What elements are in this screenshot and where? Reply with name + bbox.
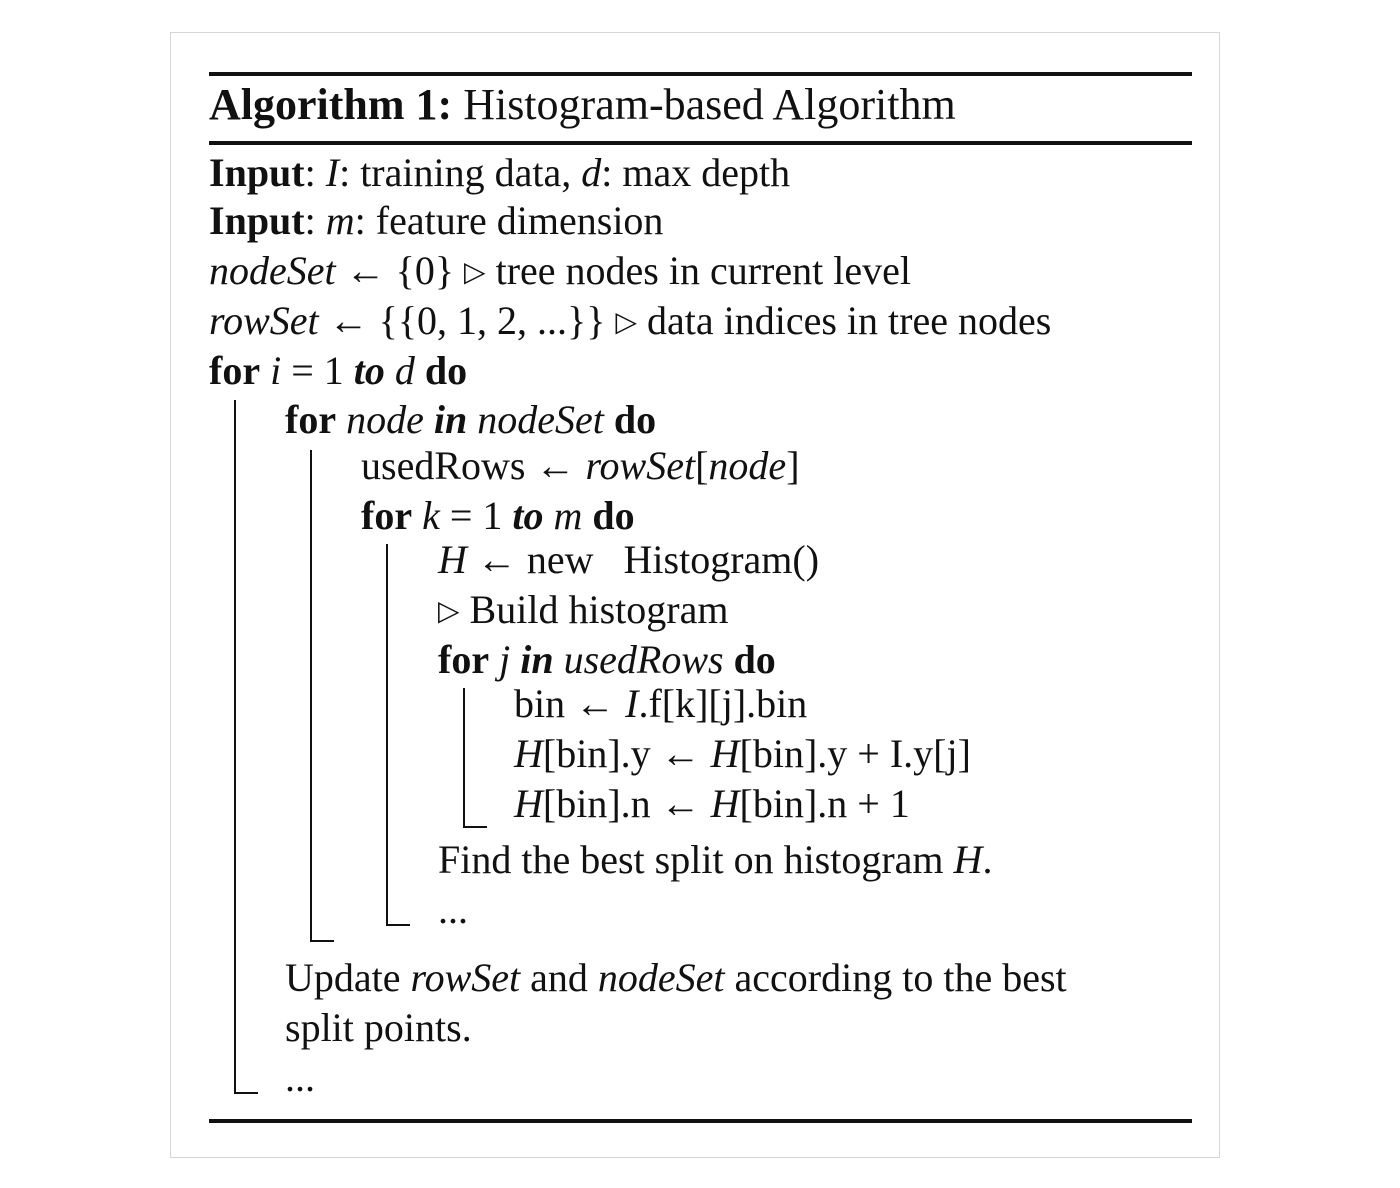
title-rule: [209, 141, 1192, 145]
comment-triangle-icon: ▷: [438, 596, 460, 627]
update-sets-continued: split points.: [285, 1005, 472, 1050]
for-node-block-bar: [310, 450, 312, 942]
top-rule: [209, 72, 1192, 76]
rowset-init: rowSet ← {{0, 1, 2, ...}} ▷ data indices in tree nodes: [209, 298, 1052, 343]
update-sets: Update rowSet and nodeSet according to the best: [285, 955, 1067, 1000]
build-histogram-comment: ▷ Build histogram: [438, 587, 729, 632]
for-node-loop: for node in nodeSet do: [285, 397, 657, 442]
bin-assign: bin ← I.f[k][j].bin: [514, 681, 808, 726]
nodeset-init: nodeSet ← {0} ▷ tree nodes in current level: [209, 248, 911, 293]
for-i-loop: for i = 1 to d do: [209, 348, 468, 393]
ellipsis-outer: ...: [285, 1055, 315, 1100]
for-j-block-bar: [463, 688, 465, 828]
for-k-block-end: [386, 924, 410, 926]
for-k-block-bar: [386, 544, 388, 926]
for-j-block-end: [463, 826, 487, 828]
comment-triangle-icon: ▷: [615, 307, 637, 338]
histogram-new: H ← new Histogram(): [438, 537, 820, 582]
bottom-rule: [209, 1119, 1192, 1123]
input-training-data: Input: I: training data, d: max depth: [209, 150, 791, 195]
find-best-split: Find the best split on histogram H.: [438, 837, 993, 882]
histogram-n-update: H[bin].n ← H[bin].n + 1: [514, 781, 910, 826]
usedrows-assign: usedRows ← rowSet[node]: [361, 443, 800, 488]
algorithm-title: Algorithm 1: Histogram-based Algorithm: [209, 80, 956, 129]
comment-triangle-icon: ▷: [464, 257, 486, 288]
input-feature-dimension: Input: m: feature dimension: [209, 198, 664, 243]
ellipsis-inner: ...: [438, 887, 468, 932]
for-i-block-end: [234, 1092, 258, 1094]
for-node-block-end: [310, 940, 334, 942]
for-i-block-bar: [234, 400, 236, 1094]
for-j-loop: for j in usedRows do: [438, 637, 776, 682]
histogram-y-update: H[bin].y ← H[bin].y + I.y[j]: [514, 731, 971, 776]
for-k-loop: for k = 1 to m do: [361, 493, 635, 538]
